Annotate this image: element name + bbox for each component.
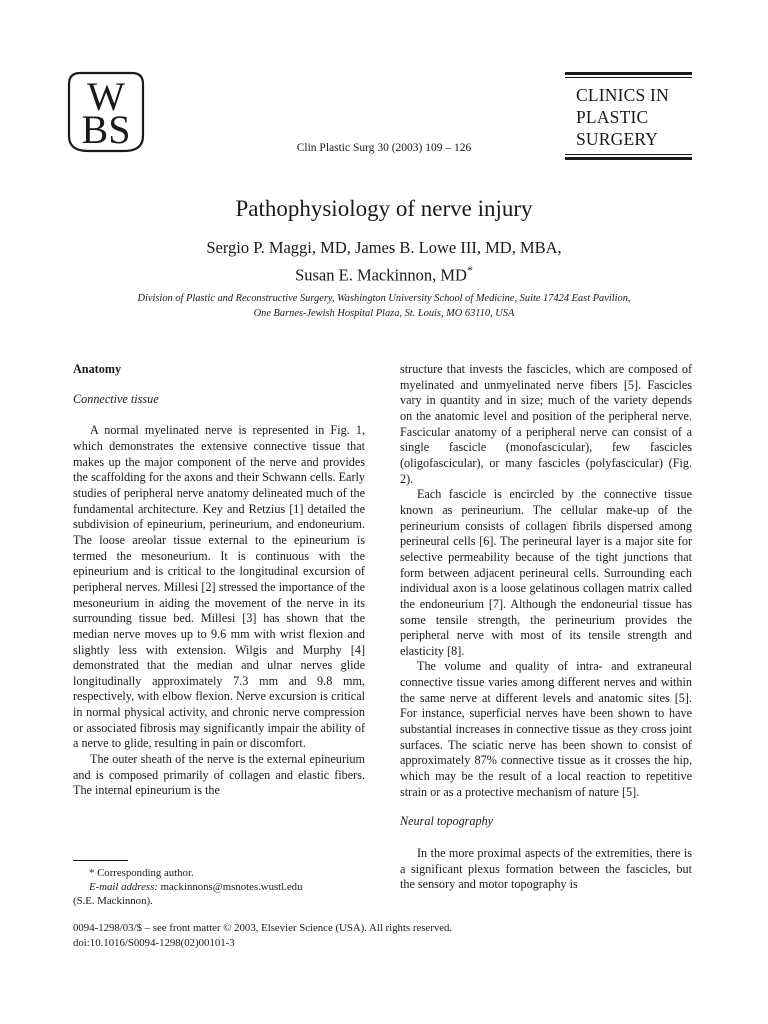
right-column xyxy=(400,362,692,893)
corresponding-author-mark: * xyxy=(466,263,473,277)
footnote-corresponding: * Corresponding author. xyxy=(89,867,194,879)
copyright-line: 0094-1298/03/$ – see front matter © 2003, Elsevier Science (USA). All rights reserved. xyxy=(73,922,453,934)
journal-box-bottom-rule-thin xyxy=(565,154,692,155)
affiliation xyxy=(60,291,708,321)
subsection-heading: Connective tissue xyxy=(73,391,159,406)
svg-text:W: W xyxy=(87,74,125,119)
left-column xyxy=(73,362,365,799)
body-paragraph: structure that invests the fascicles, which are composed of myelinated and unmyelinated nerve fibers [5]. Fascicles vary in quantity and in size; much of the variety depends on the anatomic level and position of the peripheral nerve. Fascicular anatomy of a peripheral nerve can consist of a single fascicle (monofascicular), few fascicles (oligofascicular), or many fascicles (polyfascicular) (Fig. 2). xyxy=(400,362,692,486)
footnote-rule xyxy=(73,860,128,861)
author-line: Sergio P. Maggi, MD, James B. Lowe III, MD, MBA, xyxy=(206,238,562,257)
footnote-name: (S.E. Mackinnon). xyxy=(73,895,153,907)
footnote xyxy=(73,866,365,908)
body-paragraph: In the more proximal aspects of the extremities, there is a significant plexus formation between the fascicles, but the sensory and motor topography is xyxy=(400,846,692,892)
subsection-heading: Neural topography xyxy=(400,814,494,829)
journal-name-line: SURGERY xyxy=(576,129,659,149)
body-paragraph: Each fascicle is encircled by the connective tissue known as perineurium. The cellular make-up of the perineurium consists of collagen fibrils dispersed among perineural cells [6]. The perineural layer is a major site for selective permeability because of the tight junctions that form between adjacent perineural cells. Surrounding each individual axon is a loose gelatinous collagen matrix called the endoneurium [7]. Although the endoneurial tissue has some tensile strength, the perineurium provides the peripheral nerve with most of its tensile strength and elasticity [8]. xyxy=(400,487,692,658)
doi-line: doi:10.1016/S0094-1298(02)00101-3 xyxy=(73,937,235,949)
section-heading: Anatomy xyxy=(73,362,122,376)
article-title: Pathophysiology of nerve injury xyxy=(235,196,533,221)
journal-box-bottom-rule xyxy=(565,157,692,160)
author-list xyxy=(0,237,768,287)
body-paragraph: The outer sheath of the nerve is the external epineurium and is composed primarily of collagen and elastic fibers. The internal epineurium is the xyxy=(73,752,365,798)
body-paragraph: A normal myelinated nerve is represented in Fig. 1, which demonstrates the extensive connective tissue that makes up the major component of the nerve and provides the scaffolding for the axons and their Schwann cells. Early studies of peripheral nerve anatomy delineated much of the fundamental architecture. Key and Retzius [1] detailed the subdivision of epineurium, perineurium, and endoneurium. The loose areolar tissue external to the epineurium is termed the mesoneurium. It is continuous with the epineurium and is critical to the longitudinal excursion of peripheral nerves. Millesi [2] stressed the importance of the mesoneurium in aiding the movement of the nerve in its surrounding tissue bed. Millesi [3] has shown that the median nerve moves up to 9.6 mm with wrist flexion and slightly less with extension. Wilgis and Murphy [4] demonstrated that the median and ulnar nerves glide longitudinally approximately 7.3 mm and 9.8 mm, respectively, with elbow flexion. Nerve excursion is critical in normal physical activity, and chronic nerve compression or associated fibrosis may significantly impair the ability of a nerve to glide, resulting in pain or discomfort. xyxy=(73,423,365,751)
affiliation-line: One Barnes-Jewish Hospital Plaza, St. Louis, MO 63110, USA xyxy=(253,308,515,319)
affiliation-line: Division of Plastic and Reconstructive Surgery, Washington University School of Medicine, Suite 17424 East Pavilion, xyxy=(137,293,631,304)
svg-text:BS: BS xyxy=(81,107,131,152)
email-label: E-mail address: xyxy=(89,881,158,893)
copyright-block xyxy=(73,921,693,951)
journal-citation: Clin Plastic Surg 30 (2003) 109 – 126 xyxy=(296,142,472,154)
author-line: Susan E. Mackinnon, MD* xyxy=(295,263,473,285)
journal-name-line: CLINICS IN xyxy=(576,85,669,105)
body-paragraph: The volume and quality of intra- and extraneural connective tissue varies among different nerves and within the same nerve at different levels and anatomic sites [5]. For instance, superficial nerves have been shown to have substantial increases in connective tissue as they cross joint surfaces. The sciatic nerve has been shown to consist of approximately 87% connective tissue as it crosses the hip, which may be the result of a local reaction to repetitive strain or as a protective mechanism of nature [5]. xyxy=(400,659,692,799)
footnote-email xyxy=(73,880,365,894)
email-address: mackinnons@msnotes.wustl.edu xyxy=(157,881,303,893)
journal-box-top-rule xyxy=(565,72,692,75)
journal-name-line: PLASTIC xyxy=(576,107,649,127)
